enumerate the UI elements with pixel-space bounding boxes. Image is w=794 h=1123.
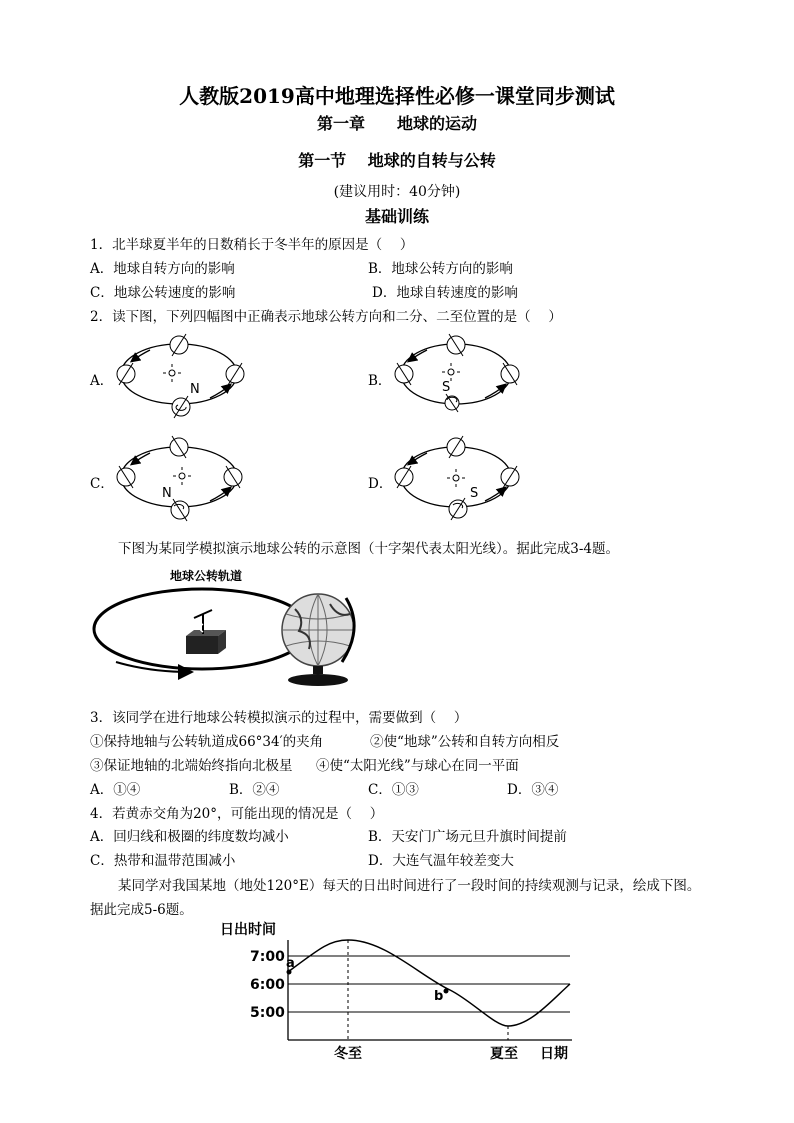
earth-icon [117, 363, 135, 385]
sun-icon [447, 469, 465, 487]
point-b [444, 989, 449, 994]
earth-icon [172, 396, 190, 418]
sun-icon [163, 364, 181, 382]
sun-icon [173, 467, 191, 485]
point-label: a [286, 956, 295, 971]
q1-stem: 1．北半球夏半年的日数稍长于冬半年的原因是（ ） [90, 237, 414, 253]
page-title: 人教版2019高中地理选择性必修一课堂同步测试 [179, 84, 615, 108]
y-tick-label: 5:00 [250, 1005, 285, 1021]
pole-label: S [470, 486, 479, 501]
q3-statement-3: ③保证地轴的北端始终指向北极星 [90, 758, 293, 774]
earth-icon [447, 436, 465, 458]
q2-label-a: A． [90, 373, 114, 389]
pole-label: N [162, 486, 172, 501]
earth-icon [171, 499, 189, 521]
q1-option-a: A．地球自转方向的影响 [90, 261, 235, 277]
q4-option-c: C．热带和温带范围减小 [90, 853, 236, 869]
intro-q3-4: 下图为某同学模拟演示地球公转的示意图（十字架代表太阳光线）。据此完成3-4题。 [118, 541, 619, 557]
y-tick-label: 6:00 [250, 977, 285, 993]
q4-option-a: A．回归线和极圈的纬度数均减小 [90, 829, 289, 845]
earth-icon [170, 334, 188, 356]
orbit-diagrams [0, 325, 794, 530]
q3-statement-1: ①保持地轴与公转轨道成66°34′的夹角 [90, 734, 324, 750]
x-tick-label: 夏至 [490, 1046, 518, 1062]
q3-option-c: C．①③ [368, 782, 419, 798]
intro-q5-6-line2: 据此完成5-6题。 [90, 902, 193, 918]
globe-icon [282, 594, 354, 686]
q3-stem: 3．该同学在进行地球公转模拟演示的过程中，需要做到（ ） [90, 710, 468, 726]
chart-ylabel: 日出时间 [220, 922, 276, 938]
sunrise-curve [288, 940, 570, 1026]
orbit-model-figure [90, 564, 390, 690]
point-label: b [434, 989, 444, 1004]
part-title: 基础训练 [364, 207, 429, 226]
earth-icon [501, 466, 519, 488]
q2-label-d: D． [368, 476, 393, 492]
q3-option-a: A．①④ [90, 782, 141, 798]
intro-q5-6-line1: 某同学对我国某地（地处120°E）每天的日出时间进行了一段时间的持续观测与记录，绘成下图。 [118, 878, 701, 894]
earth-icon [445, 394, 459, 412]
earth-icon [447, 334, 465, 356]
chapter-title: 第一章 地球的运动 [316, 114, 477, 133]
earth-icon [224, 466, 242, 488]
q1-option-c: C．地球公转速度的影响 [90, 285, 236, 301]
q3-statement-2: ②使“地球”公转和自转方向相反 [370, 734, 560, 750]
pole-label: N [190, 382, 200, 397]
q3-statement-4: ④使“太阳光线”与球心在同一平面 [316, 758, 519, 774]
y-tick-label: 7:00 [250, 949, 285, 965]
q4-option-d: D．大连气温年较差变大 [368, 853, 514, 869]
sunrise-chart [210, 918, 590, 1063]
sun-ray-model-icon [186, 610, 226, 654]
q3-option-b: B．②④ [229, 782, 280, 798]
section-title: 第一节 地球的自转与公转 [298, 151, 496, 170]
q1-option-b: B．地球公转方向的影响 [368, 261, 513, 277]
q4-stem: 4．若黄赤交角为20°，可能出现的情况是（ ） [90, 806, 384, 822]
earth-icon [395, 466, 413, 488]
q2-label-b: B． [368, 373, 392, 389]
earth-icon [226, 363, 244, 385]
time-note: (建议用时：40分钟) [333, 184, 461, 200]
chart-xlabel: 日期 [540, 1046, 568, 1062]
orbit-diagram-d [395, 436, 519, 520]
q4-option-b: B．天安门广场元旦升旗时间提前 [368, 829, 567, 845]
orbit-diagram-a [117, 334, 244, 418]
orbit-diagram-c [117, 436, 242, 521]
earth-icon [501, 363, 519, 385]
q3-option-d: D．③④ [507, 782, 559, 798]
earth-icon [395, 363, 413, 385]
q2-label-c: C． [90, 476, 114, 492]
orbit-label: 地球公转轨道 [170, 569, 243, 583]
q2-stem: 2．读下图，下列四幅图中正确表示地球公转方向和二分、二至位置的是（ ） [90, 309, 562, 325]
x-tick-label: 冬至 [334, 1046, 362, 1062]
sun-icon [442, 363, 460, 381]
pole-label: S [442, 380, 451, 395]
earth-icon [449, 498, 467, 520]
earth-icon [170, 436, 188, 458]
orbit-diagram-b [395, 334, 519, 412]
earth-icon [117, 466, 135, 488]
q1-option-d: D．地球自转速度的影响 [372, 285, 518, 301]
